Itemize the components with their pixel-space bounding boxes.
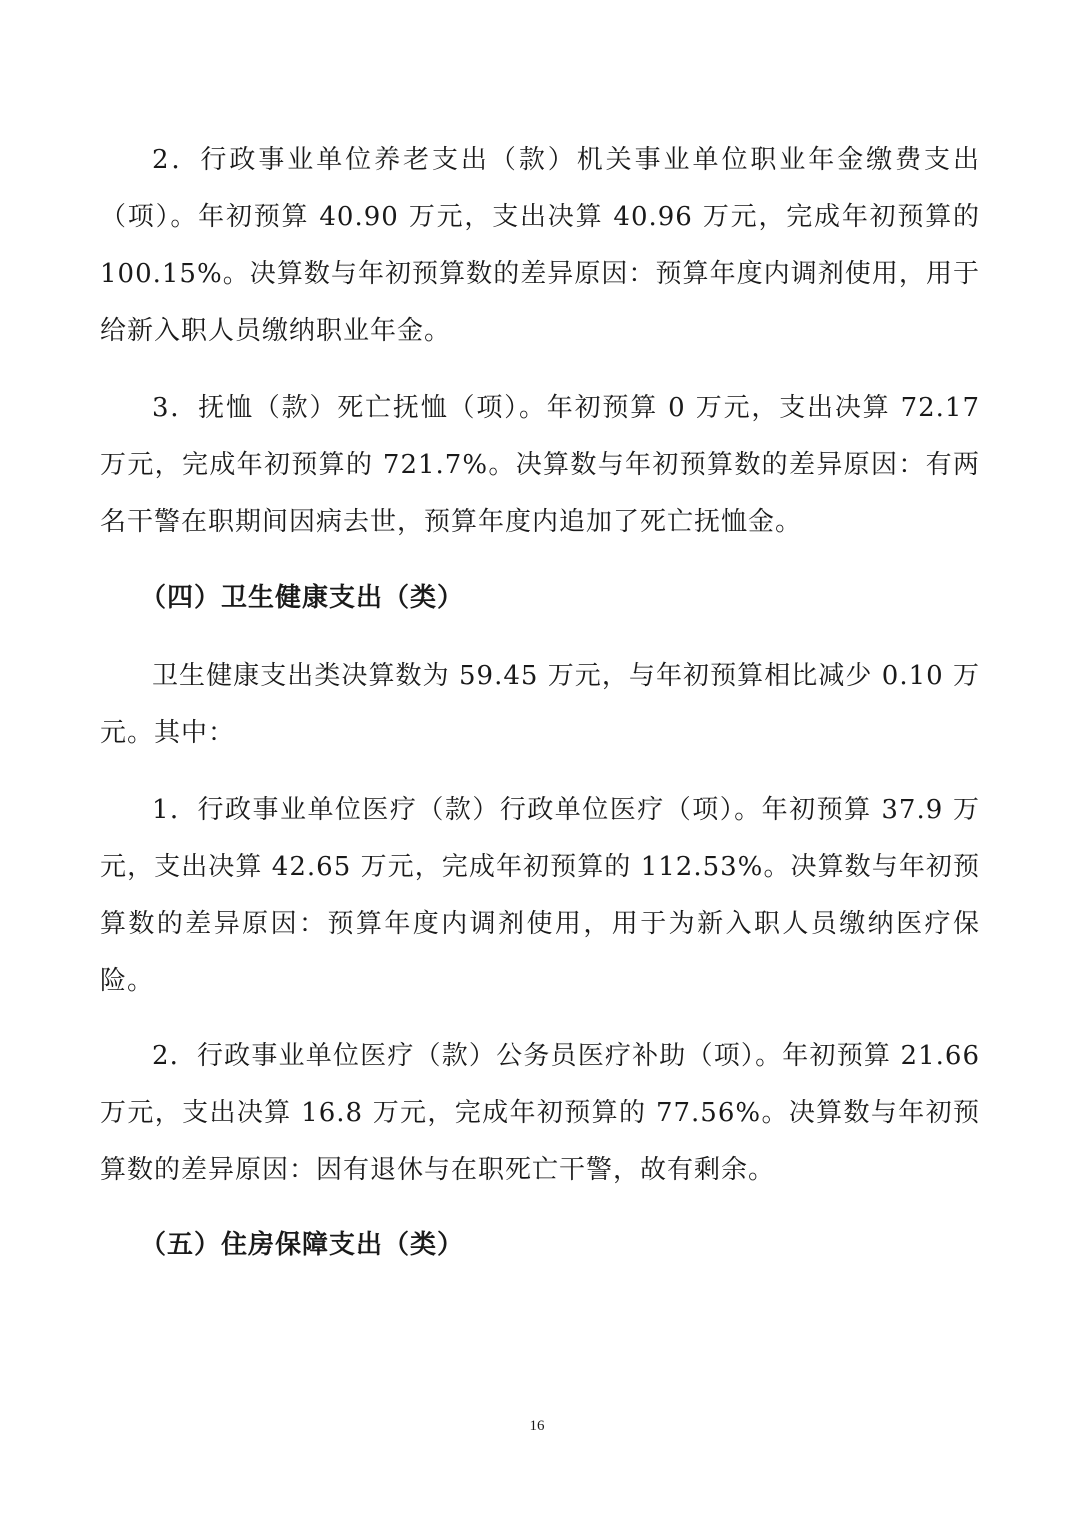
paragraph-pension-annuity: 2．行政事业单位养老支出（款）机关事业单位职业年金缴费支出（项）。年初预算 40.90 万元，支出决算 40.96 万元，完成年初预算的 100.15%。决算数与年初预算数的差异原因：预算年度内调剂使用，用于给新入职人员缴纳职业年金。 <box>100 145 980 346</box>
paragraph-health-summary: 卫生健康支出类决算数为 59.45 万元，与年初预算相比减少 0.10 万元。其中： <box>100 661 980 748</box>
paragraph-civil-servant-medical: 2．行政事业单位医疗（款）公务员医疗补助（项）。年初预算 21.66 万元，支出决算 16.8 万元，完成年初预算的 77.56%。决算数与年初预算数的差异原因：因有退休与在职死亡干警，故有剩余。 <box>100 1041 980 1185</box>
section-heading-health: （四）卫生健康支出（类） <box>140 583 465 613</box>
section-heading-housing: （五）住房保障支出（类） <box>140 1230 465 1260</box>
paragraph-admin-medical: 1．行政事业单位医疗（款）行政单位医疗（项）。年初预算 37.9 万元，支出决算 42.65 万元，完成年初预算的 112.53%。决算数与年初预算数的差异原因：预算年度内调剂使用，用于为新入职人员缴纳医疗保险。 <box>100 795 980 996</box>
page-number: 16 <box>529 1418 545 1434</box>
paragraph-death-compensation: 3．抚恤（款）死亡抚恤（项）。年初预算 0 万元，支出决算 72.17 万元，完成年初预算的 721.7%。决算数与年初预算数的差异原因：有两名干警在职期间因病去世，预算年度内追加了死亡抚恤金。 <box>100 393 980 537</box>
